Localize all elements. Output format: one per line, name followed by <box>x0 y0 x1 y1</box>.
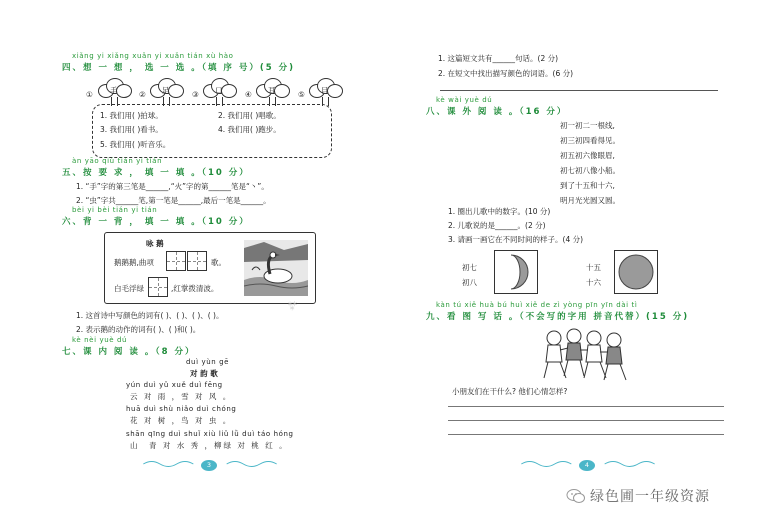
q-item-1: 1. 这篇短文共有______句话。(2 分) <box>438 54 559 63</box>
cloud-num-1: ① <box>86 90 93 99</box>
poem-title: 咏 鹅 <box>146 239 164 248</box>
reading-line-1-pinyin: yún duì yǔ xuě duì fēng <box>126 381 223 389</box>
writing-line[interactable] <box>448 420 724 421</box>
s4-item-5: 5. 我们用( )听音乐。 <box>100 140 171 149</box>
writing-grid[interactable] <box>148 277 168 297</box>
reading-title-pinyin: duì yùn gē <box>186 358 230 366</box>
cloud-num-2: ② <box>139 90 146 99</box>
cloud-icon <box>98 78 132 100</box>
s5-pinyin: àn yāo qiú tián yi tián <box>72 157 163 165</box>
s8-item-2: 2. 儿歌说的是______。(2 分) <box>448 221 546 230</box>
moon-label-right-1: 十五 <box>586 263 601 272</box>
poem-line-4: 初七初八像小船。 <box>560 166 620 175</box>
s8-item-3: 3. 请画一画它在不同时间的样子。(4 分) <box>448 235 584 244</box>
reading-line-2: 花 对 树 ，鸟 对 虫 。 <box>130 416 233 425</box>
cloud-char-1: 手 <box>110 86 118 95</box>
faint-watermark: ⁂ <box>285 298 301 313</box>
writing-grid[interactable] <box>166 251 186 271</box>
s8-item-1: 1. 圈出儿歌中的数字。(10 分) <box>448 207 551 216</box>
cloud-char-3: 口 <box>215 86 223 95</box>
s4-item-3: 3. 我们用( )看书。 <box>100 125 163 134</box>
reading-line-1: 云 对 雨 ，雪 对 风 。 <box>130 392 233 401</box>
moon-label-right-2: 十六 <box>586 278 601 287</box>
page-number-badge: 4 <box>579 460 595 471</box>
poem-line-3: 初五初六像眼眉, <box>560 151 615 160</box>
wechat-icon <box>566 486 586 506</box>
s7-title: 七、课 内 阅 读 。（8 分） <box>62 347 196 357</box>
s6-title: 六、背 一 背 ， 填 一 填 。（10 分） <box>62 217 250 227</box>
s4-item-1: 1. 我们用( )拍球。 <box>100 111 163 120</box>
answer-line[interactable] <box>440 90 718 91</box>
cloud-char-5: 目 <box>321 86 329 95</box>
s4-pinyin: xiǎng yi xiǎng xuǎn yi xuǎn tián xù hào <box>72 52 234 60</box>
s5-item-2: 2. “虫”字共______笔,第一笔是______,最后一笔是______。 <box>76 196 271 205</box>
s9-pinyin: kàn tú xiě huà bú huì xiě de zì yòng pīn yīn dài tì <box>436 301 638 309</box>
s4-title: 四、想 一 想 ， 选 一 选 。（填 序 号）(5 分) <box>62 63 296 73</box>
s6-pinyin: bèi yi bèi tián yi tián <box>72 206 158 214</box>
reading-title: 对 韵 歌 <box>190 369 218 378</box>
goose-illustration <box>244 240 308 296</box>
cloud-icon <box>309 78 343 100</box>
s6-item-2: 2. 表示鹅的动作的词有( )、( )和( )。 <box>76 325 201 334</box>
poem-line-1b: 歌。 <box>211 258 226 267</box>
poem-line-6: 明月光光圆又圆。 <box>560 196 620 205</box>
cloud-char-2: 足 <box>162 86 170 95</box>
moon-label-left-2: 初八 <box>462 278 477 287</box>
writing-line[interactable] <box>448 434 724 435</box>
reading-line-3: 山 青 对 水 秀 ，柳绿 对 桃 红 。 <box>130 441 289 450</box>
full-moon-icon <box>615 251 657 293</box>
writing-grid[interactable] <box>187 251 207 271</box>
s6-item-1: 1. 这首诗中写颜色的词有( )、( )、( )、( )。 <box>76 311 224 320</box>
cloud-char-4: 耳 <box>268 86 276 95</box>
s9-title: 九、看 图 写 话 。（不会写的字用 拼音代替）(15 分) <box>426 312 690 322</box>
half-moon-icon <box>495 251 537 293</box>
poem-line-5: 到了十五和十六, <box>560 181 615 190</box>
poem-line-2: 初三初四看得见。 <box>560 136 620 145</box>
poem-line-1: 初一初二一根线, <box>560 121 615 130</box>
cloud-num-4: ④ <box>245 90 252 99</box>
children-illustration <box>540 326 628 382</box>
s4-item-4: 4. 我们用( )跑步。 <box>218 125 281 134</box>
s8-pinyin: kè wài yuè dú <box>436 96 493 104</box>
poem-line-2a: 白毛浮绿 <box>114 284 144 293</box>
s5-item-1: 1. “手”字的第三笔是______,“火”字的第______笔是“丶”。 <box>76 182 269 191</box>
cloud-icon <box>150 78 184 100</box>
cloud-icon <box>203 78 237 100</box>
cloud-num-5: ⑤ <box>298 90 305 99</box>
poem-line-1a: 鹅鹅鹅,曲项 <box>114 258 154 267</box>
reading-line-2-pinyin: huā duì shù niǎo duì chóng <box>126 405 237 413</box>
brand-watermark: 绿色圃一年级资源 <box>590 489 710 505</box>
moon-label-left-1: 初七 <box>462 263 477 272</box>
s8-title: 八、课 外 阅 读 。（16 分） <box>426 107 568 117</box>
s4-item-2: 2. 我们用( )唱歌。 <box>218 111 281 120</box>
s9-question: 小朋友们在干什么? 他们心情怎样? <box>452 387 568 396</box>
cloud-icon <box>256 78 290 100</box>
moon-box-crescent[interactable] <box>494 250 538 294</box>
q-item-2: 2. 在短文中找出描写颜色的词语。(6 分) <box>438 69 574 78</box>
cloud-num-3: ③ <box>192 90 199 99</box>
s5-title: 五、按 要 求 ， 填 一 填 。（10 分） <box>62 168 250 178</box>
writing-line[interactable] <box>448 406 724 407</box>
poem-line-2b: ,红掌拨清波。 <box>171 284 219 293</box>
page-number-badge: 3 <box>201 460 217 471</box>
moon-box-full[interactable] <box>614 250 658 294</box>
reading-line-3-pinyin: shān qīng duì shuǐ xiù liǔ lǜ duì táo hóng <box>126 430 294 438</box>
s7-pinyin: kè nèi yuè dú <box>72 336 128 344</box>
